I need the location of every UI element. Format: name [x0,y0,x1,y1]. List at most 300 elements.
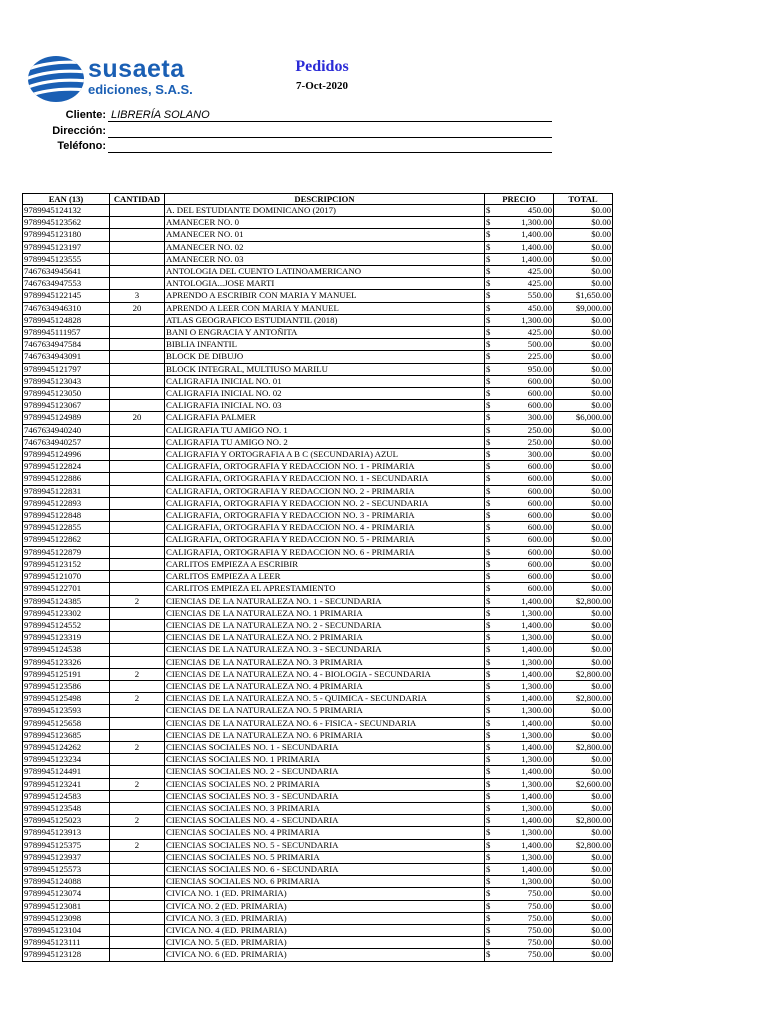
cell-ean: 7467634947553 [23,278,110,290]
cell-cantidad[interactable]: 2 [110,778,165,790]
cell-precio [485,314,554,326]
cell-descripcion: AMANECER NO. 01 [165,229,485,241]
cell-ean: 7467634945641 [23,266,110,278]
cell-descripcion: AMANECER NO. 03 [165,253,485,265]
table-row [23,278,613,290]
cell-descripcion: AMANECER NO. 0 [165,217,485,229]
price-value: 1,300.00 [521,680,552,691]
cell-cantidad[interactable] [110,619,165,631]
price-value: 1,400.00 [521,693,552,704]
cell-cantidad[interactable] [110,205,165,217]
currency-symbol: $ [486,290,491,301]
cell-ean: 9789945123081 [23,900,110,912]
price-value: 600.00 [527,546,552,557]
cell-descripcion: CALIGRAFIA TU AMIGO NO. 1 [165,424,485,436]
price-value: 750.00 [527,937,552,948]
cell-cantidad[interactable] [110,229,165,241]
table-row [23,253,613,265]
price-value: 600.00 [527,461,552,472]
cell-ean: 9789945124583 [23,790,110,802]
currency-symbol: $ [486,217,491,228]
price-value: 1,400.00 [521,815,552,826]
cell-ean: 7467634940240 [23,424,110,436]
cell-total: $0.00 [554,534,613,546]
cell-descripcion: CALIGRAFIA, ORTOGRAFIA Y REDACCION NO. 2 - SECUNDARIA [165,497,485,509]
header-total: TOTAL [554,194,613,205]
cell-descripcion: CIENCIAS SOCIALES NO. 2 - SECUNDARIA [165,766,485,778]
price-value: 600.00 [527,522,552,533]
currency-symbol: $ [486,790,491,801]
cell-total: $0.00 [554,473,613,485]
cell-cantidad[interactable] [110,424,165,436]
currency-symbol: $ [486,546,491,557]
cliente-label: Cliente: [65,109,106,121]
price-value: 600.00 [527,583,552,594]
cell-descripcion: CIENCIAS DE LA NATURALEZA NO. 4 PRIMARIA [165,680,485,692]
cliente-field[interactable]: LIBRERÍA SOLANO [108,109,552,122]
price-value: 1,400.00 [521,790,552,801]
cell-cantidad[interactable] [110,863,165,875]
currency-symbol: $ [486,680,491,691]
cell-cantidad[interactable] [110,632,165,644]
price-value: 450.00 [527,205,552,215]
currency-symbol: $ [486,400,491,411]
cell-precio [485,717,554,729]
cell-precio [485,729,554,741]
price-value: 1,300.00 [521,729,552,740]
cell-ean: 9789945124088 [23,876,110,888]
cell-descripcion: CALIGRAFIA, ORTOGRAFIA Y REDACCION NO. 5 - PRIMARIA [165,534,485,546]
cell-total: $0.00 [554,388,613,400]
cell-ean: 9789945124538 [23,644,110,656]
currency-symbol: $ [486,571,491,582]
currency-symbol: $ [486,668,491,679]
price-value: 1,300.00 [521,705,552,716]
table-row [23,693,613,705]
cell-cantidad[interactable] [110,534,165,546]
cell-cantidad[interactable] [110,449,165,461]
price-value: 1,300.00 [521,876,552,887]
cell-descripcion: CIENCIAS DE LA NATURALEZA NO. 4 - BIOLOGIA - SECUNDARIA [165,668,485,680]
cell-cantidad[interactable] [110,217,165,229]
cell-cantidad[interactable] [110,705,165,717]
cell-ean: 9789945124996 [23,449,110,461]
table-row [23,400,613,412]
cell-precio [485,388,554,400]
cell-descripcion: CIENCIAS SOCIALES NO. 5 PRIMARIA [165,851,485,863]
cell-cantidad[interactable] [110,485,165,497]
cell-descripcion: CIENCIAS SOCIALES NO. 5 - SECUNDARIA [165,839,485,851]
currency-symbol: $ [486,534,491,545]
logo-name: susaeta [88,55,185,83]
cell-precio [485,680,554,692]
table-row [23,839,613,851]
cell-cantidad[interactable] [110,644,165,656]
cell-ean: 9789945125375 [23,839,110,851]
cell-descripcion: CIENCIAS DE LA NATURALEZA NO. 2 - SECUNDARIA [165,619,485,631]
table-row [23,571,613,583]
cell-total: $0.00 [554,571,613,583]
cell-ean: 9789945122855 [23,522,110,534]
cell-total: $2,600.00 [554,778,613,790]
cell-cantidad[interactable] [110,388,165,400]
cell-precio [485,217,554,229]
cell-descripcion: CIVICA NO. 1 (ED. PRIMARIA) [165,888,485,900]
header-precio: PRECIO [485,194,554,205]
currency-symbol: $ [486,876,491,887]
cell-cantidad[interactable] [110,546,165,558]
cell-descripcion: CALIGRAFIA Y ORTOGRAFIA A B C (SECUNDARIA) AZUL [165,449,485,461]
price-value: 750.00 [527,949,552,960]
cell-precio [485,656,554,668]
cell-cantidad[interactable] [110,766,165,778]
price-value: 250.00 [527,436,552,447]
cell-cantidad[interactable] [110,924,165,936]
cell-cantidad[interactable]: 2 [110,815,165,827]
table-row [23,339,613,351]
price-value: 425.00 [527,278,552,289]
currency-symbol: $ [486,327,491,338]
cell-precio [485,778,554,790]
cell-descripcion: CALIGRAFIA, ORTOGRAFIA Y REDACCION NO. 2 - PRIMARIA [165,485,485,497]
cell-ean: 9789945123319 [23,632,110,644]
cell-cantidad[interactable] [110,558,165,570]
orders-body [23,205,613,962]
cell-cantidad[interactable]: 2 [110,741,165,753]
cell-ean: 7467634947584 [23,339,110,351]
cell-total: $0.00 [554,851,613,863]
cell-ean: 9789945123197 [23,241,110,253]
header-ean: EAN (13) [23,194,110,205]
cell-precio [485,510,554,522]
table-row [23,351,613,363]
currency-symbol: $ [486,815,491,826]
table-row [23,912,613,924]
cell-precio [485,534,554,546]
cell-ean: 9789945121797 [23,363,110,375]
price-value: 1,400.00 [521,595,552,606]
table-row [23,741,613,753]
table-row [23,461,613,473]
table-row [23,619,613,631]
table-row [23,680,613,692]
currency-symbol: $ [486,705,491,716]
currency-symbol: $ [486,632,491,643]
cell-cantidad[interactable] [110,339,165,351]
cell-precio [485,302,554,314]
cell-cantidad[interactable] [110,461,165,473]
cell-cantidad[interactable] [110,363,165,375]
price-value: 550.00 [527,290,552,301]
cell-precio [485,876,554,888]
cell-cantidad[interactable]: 2 [110,668,165,680]
cell-total: $0.00 [554,497,613,509]
cell-cantidad[interactable] [110,510,165,522]
cell-descripcion: CARLITOS EMPIEZA A ESCRIBIR [165,558,485,570]
table-row [23,217,613,229]
currency-symbol: $ [486,449,491,460]
currency-symbol: $ [486,754,491,765]
price-value: 425.00 [527,327,552,338]
table-row [23,778,613,790]
cell-precio [485,400,554,412]
cell-total: $0.00 [554,461,613,473]
cell-cantidad[interactable] [110,900,165,912]
cell-cantidad[interactable] [110,607,165,619]
cell-cantidad[interactable] [110,571,165,583]
cell-descripcion: CIVICA NO. 4 (ED. PRIMARIA) [165,924,485,936]
cell-descripcion: CIVICA NO. 6 (ED. PRIMARIA) [165,949,485,961]
currency-symbol: $ [486,339,491,350]
cell-ean: 9789945111957 [23,327,110,339]
cell-precio [485,705,554,717]
cell-total: $0.00 [554,912,613,924]
cell-cantidad[interactable] [110,790,165,802]
cell-cantidad[interactable] [110,802,165,814]
cell-descripcion: CALIGRAFIA, ORTOGRAFIA Y REDACCION NO. 6 - PRIMARIA [165,546,485,558]
cell-total: $0.00 [554,619,613,631]
cell-precio [485,949,554,961]
table-row [23,485,613,497]
cell-ean: 9789945123302 [23,607,110,619]
cell-cantidad[interactable] [110,436,165,448]
price-value: 1,400.00 [521,766,552,777]
cell-precio [485,863,554,875]
cell-cantidad[interactable] [110,583,165,595]
cell-ean: 9789945123098 [23,912,110,924]
table-row [23,473,613,485]
cell-cantidad[interactable] [110,680,165,692]
currency-symbol: $ [486,827,491,838]
cell-ean: 9789945123326 [23,656,110,668]
currency-symbol: $ [486,485,491,496]
cell-total: $0.00 [554,266,613,278]
cell-total: $0.00 [554,717,613,729]
cell-total: $0.00 [554,937,613,949]
cell-cantidad[interactable]: 2 [110,595,165,607]
cell-ean: 9789945123180 [23,229,110,241]
price-value: 750.00 [527,912,552,923]
currency-symbol: $ [486,900,491,911]
currency-symbol: $ [486,461,491,472]
price-value: 1,300.00 [521,802,552,813]
currency-symbol: $ [486,656,491,667]
table-row [23,937,613,949]
cell-ean: 9789945123913 [23,827,110,839]
cell-cantidad[interactable] [110,266,165,278]
currency-symbol: $ [486,693,491,704]
table-row [23,876,613,888]
price-value: 1,300.00 [521,851,552,862]
table-row [23,546,613,558]
cell-cantidad[interactable] [110,400,165,412]
price-value: 1,400.00 [521,644,552,655]
cell-cantidad[interactable]: 2 [110,839,165,851]
cell-cantidad[interactable] [110,473,165,485]
price-value: 600.00 [527,571,552,582]
currency-symbol: $ [486,583,491,594]
table-header-row [23,194,613,205]
cell-cantidad[interactable] [110,754,165,766]
table-row [23,436,613,448]
currency-symbol: $ [486,522,491,533]
cell-cantidad[interactable] [110,253,165,265]
currency-symbol: $ [486,473,491,484]
cell-ean: 9789945122879 [23,546,110,558]
cell-cantidad[interactable] [110,717,165,729]
cell-cantidad[interactable] [110,827,165,839]
cell-cantidad[interactable]: 3 [110,290,165,302]
cell-descripcion: CALIGRAFIA INICIAL NO. 02 [165,388,485,400]
cell-cantidad[interactable] [110,241,165,253]
cell-descripcion: CALIGRAFIA PALMER [165,412,485,424]
cell-total: $0.00 [554,632,613,644]
cell-total: $0.00 [554,522,613,534]
cell-total: $0.00 [554,705,613,717]
price-value: 1,300.00 [521,656,552,667]
price-value: 600.00 [527,558,552,569]
cell-descripcion: BANI O ENGRACIA Y ANTOÑITA [165,327,485,339]
cell-precio [485,571,554,583]
currency-symbol: $ [486,205,491,215]
table-row [23,656,613,668]
table-row [23,522,613,534]
table-row [23,729,613,741]
logo-subtitle: ediciones, S.A.S. [88,82,193,97]
price-value: 250.00 [527,424,552,435]
cell-precio [485,888,554,900]
price-value: 600.00 [527,485,552,496]
cell-cantidad[interactable] [110,876,165,888]
cell-precio [485,912,554,924]
cell-cantidad[interactable] [110,888,165,900]
cell-cantidad[interactable] [110,351,165,363]
cell-ean: 9789945123555 [23,253,110,265]
cell-total: $0.00 [554,876,613,888]
cell-precio [485,485,554,497]
table-row [23,900,613,912]
cell-precio [485,741,554,753]
cell-total: $0.00 [554,949,613,961]
currency-symbol: $ [486,388,491,399]
currency-symbol: $ [486,802,491,813]
price-value: 300.00 [527,412,552,423]
cell-descripcion: ATLAS GEOGRAFICO ESTUDIANTIL (2018) [165,314,485,326]
telefono-field[interactable] [108,140,552,153]
cell-ean: 9789945121070 [23,571,110,583]
direccion-field[interactable] [108,125,552,138]
table-row [23,424,613,436]
cell-ean: 9789945122893 [23,497,110,509]
cell-ean: 9789945122886 [23,473,110,485]
cell-descripcion: CALIGRAFIA, ORTOGRAFIA Y REDACCION NO. 1 - PRIMARIA [165,461,485,473]
cell-ean: 9789945122831 [23,485,110,497]
cell-descripcion: CIENCIAS DE LA NATURALEZA NO. 1 PRIMARIA [165,607,485,619]
cell-precio [485,766,554,778]
cell-ean: 9789945122824 [23,461,110,473]
cell-cantidad[interactable] [110,522,165,534]
cell-total: $0.00 [554,546,613,558]
cell-total: $0.00 [554,205,613,217]
cell-precio [485,497,554,509]
cell-descripcion: CIENCIAS SOCIALES NO. 1 PRIMARIA [165,754,485,766]
cell-total: $0.00 [554,229,613,241]
table-row [23,766,613,778]
cell-precio [485,583,554,595]
cell-cantidad[interactable] [110,327,165,339]
price-value: 1,300.00 [521,778,552,789]
cell-precio [485,351,554,363]
cell-descripcion: CIVICA NO. 2 (ED. PRIMARIA) [165,900,485,912]
currency-symbol: $ [486,424,491,435]
page-title: Pedidos [295,58,349,75]
table-row [23,802,613,814]
currency-symbol: $ [486,619,491,630]
cell-ean: 9789945124828 [23,314,110,326]
cell-cantidad[interactable]: 2 [110,693,165,705]
cell-total: $2,800.00 [554,595,613,607]
cell-cantidad[interactable] [110,912,165,924]
cell-total: $0.00 [554,754,613,766]
price-value: 750.00 [527,924,552,935]
cell-descripcion: APRENDO A LEER CON MARIA Y MANUEL [165,302,485,314]
price-value: 1,300.00 [521,314,552,325]
currency-symbol: $ [486,497,491,508]
table-row [23,632,613,644]
cell-cantidad[interactable] [110,497,165,509]
cell-cantidad[interactable] [110,278,165,290]
currency-symbol: $ [486,363,491,374]
cell-ean: 9789945123685 [23,729,110,741]
cell-cantidad[interactable]: 20 [110,412,165,424]
cell-descripcion: CIENCIAS DE LA NATURALEZA NO. 2 PRIMARIA [165,632,485,644]
cell-precio [485,229,554,241]
cell-cantidad[interactable] [110,949,165,961]
cell-ean: 9789945123937 [23,851,110,863]
cell-cantidad[interactable] [110,314,165,326]
cell-descripcion: CIENCIAS SOCIALES NO. 2 PRIMARIA [165,778,485,790]
cell-precio [485,266,554,278]
table-row [23,363,613,375]
cell-total: $0.00 [554,729,613,741]
cell-cantidad[interactable] [110,656,165,668]
cell-ean: 9789945124132 [23,205,110,217]
price-value: 750.00 [527,900,552,911]
cell-cantidad[interactable] [110,729,165,741]
direccion-label: Dirección: [52,125,106,137]
cell-ean: 9789945123074 [23,888,110,900]
cell-cantidad[interactable] [110,375,165,387]
cell-cantidad[interactable]: 20 [110,302,165,314]
cell-total: $0.00 [554,900,613,912]
currency-symbol: $ [486,278,491,289]
cell-cantidad[interactable] [110,937,165,949]
table-row [23,851,613,863]
cell-total: $0.00 [554,888,613,900]
cell-ean: 9789945123234 [23,754,110,766]
cell-cantidad[interactable] [110,851,165,863]
table-row [23,510,613,522]
price-value: 1,300.00 [521,827,552,838]
price-value: 950.00 [527,363,552,374]
cell-precio [485,424,554,436]
cell-precio [485,924,554,936]
table-row [23,241,613,253]
cell-ean: 9789945123548 [23,802,110,814]
cell-precio [485,461,554,473]
table-row [23,302,613,314]
currency-symbol: $ [486,253,491,264]
